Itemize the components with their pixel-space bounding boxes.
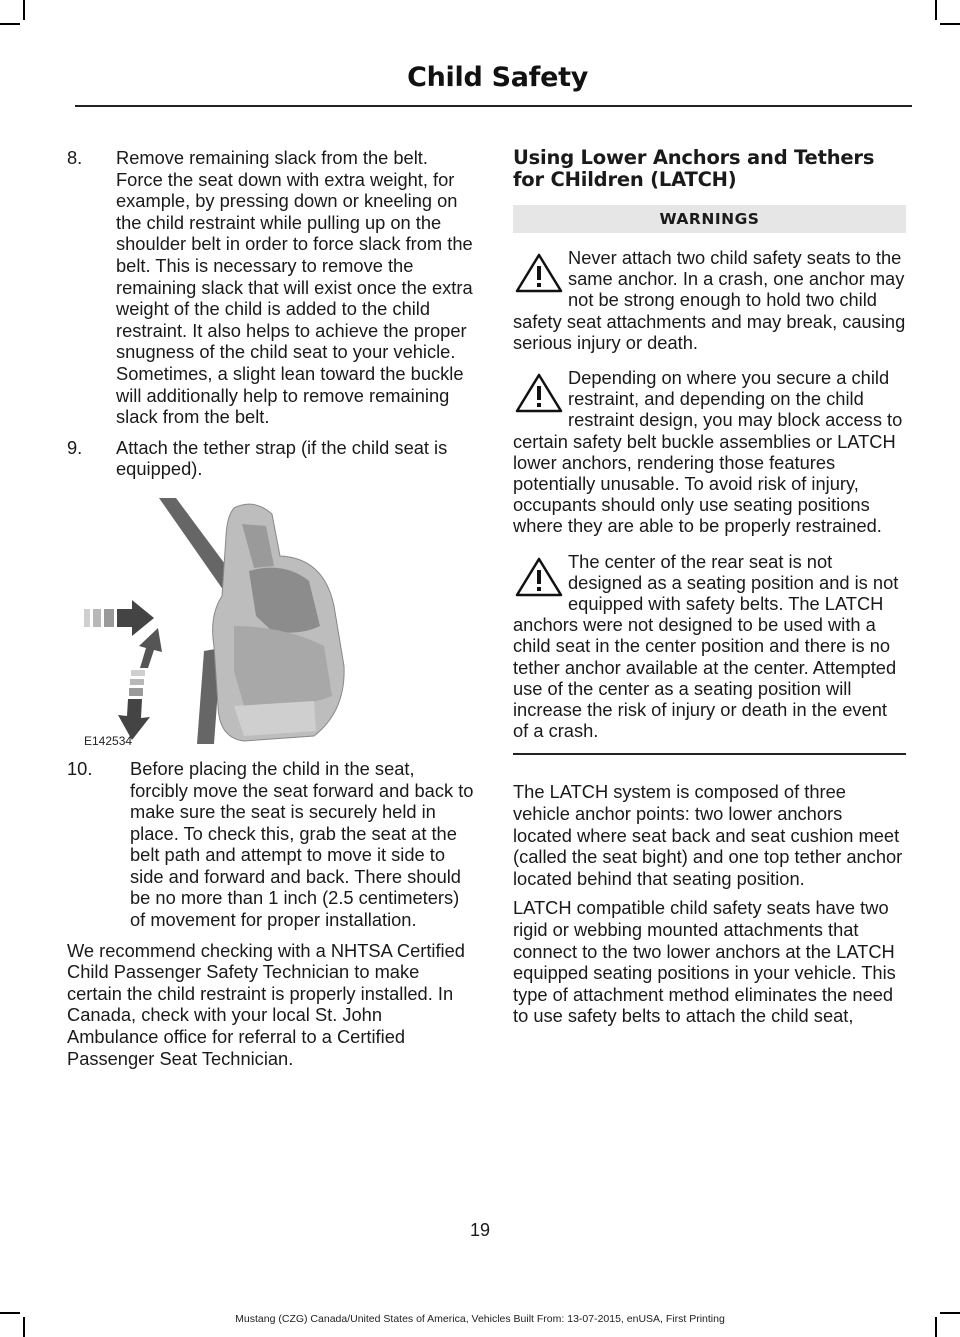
warning-text: Depending on where you secure a child restraint, and depending on the child restraint design, you may block access to certain safety belt buckle assemblies or LATCH lower anchors, rendering those features potentially unusable. To avoid risk of injury, occupants should only use seating positions where they are able to be properly restrained. xyxy=(513,367,903,537)
warning-triangle-icon xyxy=(513,367,566,423)
figure-label: E142534 xyxy=(84,733,133,748)
step-10 xyxy=(67,758,475,931)
seat-base xyxy=(234,701,316,736)
crop-mark xyxy=(940,23,960,25)
footer-text: Mustang (CZG) Canada/United States of America, Vehicles Built From: 13-07-2015, enUSA, First Printing xyxy=(235,1313,725,1325)
crop-mark xyxy=(23,0,25,20)
warning-text: Never attach two child safety seats to the same anchor. In a crash, one anchor may not be strong enough to hold two child safety seat attachments and may break, causing serious injury or death. xyxy=(513,247,906,353)
arrow-tail xyxy=(130,679,144,685)
paragraph: We recommend checking with a NHTSA Certified Child Passenger Safety Technician to make certain the child restraint is properly installed. In Canada, check with your local St. John Ambulance office for referral to a Certified Passenger Seat Technician. xyxy=(67,939,465,1069)
arrow-tail xyxy=(131,670,145,676)
step-text: Before placing the child in the seat, forcibly move the seat forward and back to make sure the seat is securely held in place. To check this, grab the seat at the belt path and attempt to move it side to side and forward and back. There should be no more than 1 inch (2.5 centimeters) of movement for proper installation. xyxy=(130,757,474,931)
step-number: 10. xyxy=(67,757,93,779)
arrow-right-icon xyxy=(117,600,154,636)
warning-text: The center of the rear seat is not designed as a seating position and is not equipped with safety belts. The LATCH anchors were not designed to be used with a child seat in the center position and there is no tether anchor available at the center. Attempted use of the center as a seating position will increase the risk of injury or death in the event of a crash. xyxy=(513,550,899,742)
child-seat-figure xyxy=(84,496,394,752)
page-title: Child Safety xyxy=(407,62,588,93)
arrow-tail xyxy=(129,688,143,696)
step-number: 8. xyxy=(67,147,83,168)
page-number: 19 xyxy=(469,1220,491,1240)
warnings-heading: WARNINGS xyxy=(513,205,906,233)
header-rule xyxy=(75,105,912,107)
right-column xyxy=(513,147,906,1027)
step-8 xyxy=(67,147,475,428)
warning-triangle-icon xyxy=(513,247,566,303)
arrow-up-icon xyxy=(139,628,162,668)
warning-item xyxy=(513,551,906,742)
step-text: Attach the tether strap (if the child seat is equipped). xyxy=(116,436,448,480)
step-9 xyxy=(67,437,475,480)
arrow-tail xyxy=(104,609,114,627)
paragraph: LATCH compatible child safety seats have two rigid or webbing mounted attachments that connect to the two lower anchors at the LATCH equipped seating positions in your vehicle. This type of attachment method eliminates the need to use safety belts to attach the child seat, xyxy=(513,897,896,1027)
section-title: Using Lower Anchors and Tethers for CHildren (LATCH) xyxy=(513,146,875,191)
warning-item xyxy=(513,247,906,353)
arrow-tail xyxy=(93,609,101,627)
crop-mark xyxy=(0,23,20,25)
step-number: 9. xyxy=(67,436,83,458)
warnings-end-rule xyxy=(513,753,906,755)
warning-item xyxy=(513,367,906,537)
crop-mark xyxy=(935,0,937,20)
step-text: Remove remaining slack from the belt. Force the seat down with extra weight, for example, by pressing down or kneeling on the child restraint while pulling up on the shoulder belt in order to force slack from the belt. This is necessary to remove the remaining slack that will exist once the extra weight of the child is added to the child restraint. It also helps to achieve the proper snugness of the child seat to your vehicle. Sometimes, a slight lean toward the buckle will additionally help to remove remaining slack from the belt. xyxy=(116,147,473,428)
arrow-tail xyxy=(84,609,90,627)
left-column xyxy=(67,147,475,1069)
paragraph: The LATCH system is composed of three vehicle anchor points: two lower anchors located where seat back and seat cushion meet (called the seat bight) and one top tether anchor located behind that seating position. xyxy=(513,781,903,889)
child-seat-illustration xyxy=(84,496,394,752)
warning-triangle-icon xyxy=(513,551,566,607)
